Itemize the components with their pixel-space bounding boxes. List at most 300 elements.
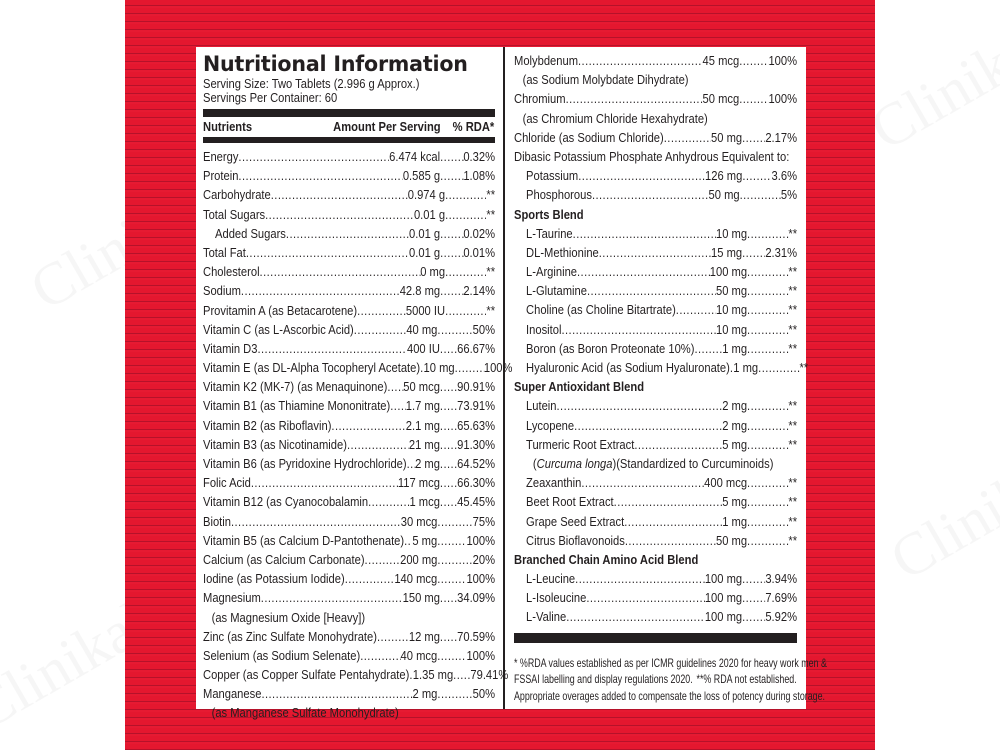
footnote-fssai: FSSAI labelling and display regulations 2020. [514,672,693,687]
nutrient-name: Sodium [203,283,241,299]
nutrient-amount: 0.585 g [402,168,441,184]
nutrient-name: L-Glutamine [526,283,587,299]
nutrient-source-note: (as Sodium Molybdate Dihydrate) [522,72,689,88]
nutrient-row [203,550,495,569]
dot-leader [440,281,463,300]
nutrient-amount: 0.01 g [409,244,441,260]
dot-leader [747,435,788,454]
nutrient-rda: ** [486,187,496,203]
nutrient-amount: 100 mg [709,264,748,280]
nutrient-row [514,339,797,358]
nutrient-amount: 2 mg [722,398,748,414]
nutrient-row [203,435,495,454]
dot-leader [455,358,484,377]
dot-leader [257,339,407,358]
nutrient-row [203,569,495,588]
nutrient-name: Folic Acid [203,475,251,491]
nutrient-amount: 400 IU [406,340,440,356]
nutrient-name: Iodine (as Potassium Iodide) [203,571,345,587]
nutrient-name: Grape Seed Extract [526,513,625,529]
mineral-list-right [514,51,797,147]
dot-leader [440,454,457,473]
nutrient-rda: 91.30% [457,436,496,452]
nutrient-row [514,435,797,454]
nutrient-row [203,339,495,358]
dot-leader [437,684,472,703]
dot-leader [740,185,781,204]
nutrient-row [203,684,495,703]
dot-leader [261,684,412,703]
nutrient-row [514,320,797,339]
nutrient-name: Phosphorous [526,187,592,203]
dot-leader [440,377,457,396]
dot-leader [437,320,472,339]
nutrient-name: Vitamin K2 (MK-7) (as Menaquinone) [203,379,388,395]
dot-leader [354,320,407,339]
dot-leader [260,262,421,281]
nutrient-row [514,416,797,435]
nutrient-amount: 100 mg [704,590,743,606]
nutrient-amount: 400 mcg [704,475,748,491]
dot-leader [747,473,788,492]
dibasic-heading: Dibasic Potassium Phosphate Anhydrous Equivalent to: [514,148,790,164]
dot-leader [331,416,405,435]
nutrient-rda: 45.45% [457,494,496,510]
nutrient-source-note: (as Chromium Chloride Hexahydrate) [522,110,708,126]
nutrient-name: Citrus Bioflavonoids [526,532,625,548]
dot-leader [407,454,415,473]
nutrient-rda: 66.67% [457,340,496,356]
nutrient-amount: 0.974 g [407,187,446,203]
dot-leader [557,396,723,415]
nutrient-amount: 10 mg [423,360,455,376]
footnotes [514,655,827,705]
nutrient-amount: 15 mg [711,244,743,260]
dot-leader [566,89,703,108]
nutrient-row [203,416,495,435]
watermark-clinikally [859,0,1000,164]
nutrient-source-note: (as Manganese Sulfate Monohydrate) [211,705,399,721]
dot-leader [437,550,472,569]
dot-leader [747,531,788,550]
dot-leader [440,147,463,166]
nutrient-name: Chromium [514,91,566,107]
dot-leader [747,281,788,300]
nutrient-name: Choline (as Choline Bitartrate) [526,302,676,318]
dot-leader [437,646,466,665]
nutrient-rda: 70.59% [457,628,496,644]
nutrient-amount: 42.8 mg [399,283,441,299]
nutrient-name: Carbohydrate [203,187,271,203]
blend-heading: Sports Blend [514,206,584,222]
dot-leader [440,473,457,492]
nutrient-rda: ** [799,360,809,375]
nutrient-amount: 45 mcg [702,53,740,68]
nutrient-rda: ** [788,513,798,529]
dot-leader [440,627,457,646]
dot-leader [561,320,716,339]
dot-leader [676,300,716,319]
nutrient-row [203,588,495,607]
nutrient-row [203,243,495,262]
nutrient-row [514,243,797,262]
nutrient-row [203,224,495,243]
dot-leader [445,301,486,320]
nutrient-row [203,185,495,204]
nutrient-list-left [203,147,513,723]
nutrient-rda: 50% [472,686,496,702]
dot-leader [747,492,788,511]
nutrient-amount: 150 mg [402,590,440,606]
nutrient-name: Added Sugars [215,225,286,241]
nutrient-row [514,128,797,147]
nutrient-row [203,396,495,415]
nutrient-row [514,531,797,550]
dot-leader [581,473,704,492]
nutrient-amount: 10 mg [715,225,748,241]
divider-bar [203,109,495,117]
nutrient-name: Beet Root Extract [526,494,614,510]
nutrient-amount: 1.35 mg [412,667,454,683]
dot-leader [578,166,705,185]
nutrient-name: Vitamin B5 (as Calcium D-Pantothenate) [203,532,405,548]
nutrient-rda: 34.09% [457,590,496,606]
nutrient-name: Hyaluronic Acid (as Sodium Hyaluronate) [526,360,730,375]
nutrient-rda: 0.02% [463,225,496,241]
dot-leader [377,627,409,646]
nutrient-row [203,147,495,166]
dot-leader [586,588,704,607]
nutrient-row [514,51,797,70]
nutrient-amount: 1 mg [722,340,748,356]
dot-leader [241,281,400,300]
dot-leader [440,435,457,454]
nutrient-amount: 50 mg [708,187,740,203]
nutrient-name: Turmeric Root Extract [526,436,635,452]
nutrient-rda: ** [788,302,798,318]
dot-leader [747,512,788,531]
dot-leader [747,416,788,435]
nutrient-amount: 12 mg [408,628,440,644]
nutrient-name: Zeaxanthin [526,475,582,491]
nutrient-amount: 140 mcg [394,571,438,587]
dot-leader [440,588,457,607]
dot-leader [739,51,768,70]
dot-leader [573,224,716,243]
dot-leader [664,128,711,147]
dot-leader [574,416,722,435]
nutrient-name: L-Valine [526,609,567,625]
dot-leader [453,665,470,684]
dot-leader [238,147,389,166]
nutrient-amount: 21 mg [408,436,440,452]
nutrient-rda: 100% [768,53,798,68]
dot-leader [566,607,705,626]
dot-leader [747,339,788,358]
column-headers [203,119,494,135]
nutrient-row [203,281,495,300]
nutrient-rda: 100% [466,647,496,663]
footnote-line-2 [514,671,797,688]
nutrient-name: Total Fat [203,244,246,260]
nutrient-row [203,646,495,665]
dot-leader [261,588,403,607]
nutrient-name: Vitamin C (as L-Ascorbic Acid) [203,321,354,337]
nutrient-name: Calcium (as Calcium Carbonate) [203,551,365,567]
nutrient-row [203,262,495,281]
nutrient-name: L-Taurine [526,225,573,241]
nutrient-rda: ** [788,475,798,491]
nutrient-row [203,512,495,531]
dot-leader [440,396,457,415]
dot-leader [365,550,401,569]
nutrient-rda: ** [788,225,798,241]
dot-leader [271,185,408,204]
nutrient-rda: 0.32% [463,149,496,164]
nutrition-panel-right [503,47,827,709]
nutrient-name: Lycopene [526,417,575,433]
nutrient-amount: 2 mg [412,686,438,702]
nutrient-row [203,473,495,492]
nutrient-amount: 100 mg [704,609,743,625]
nutrient-rda: 100% [768,91,798,107]
nutrient-name: Biotin [203,513,231,529]
nutrient-name: Zinc (as Zinc Sulfate Monohydrate) [203,628,377,644]
dot-leader [742,128,765,147]
nutrient-row [203,531,495,550]
dot-leader [440,224,463,243]
nutrient-rda: 90.91% [457,379,496,395]
dot-leader [390,396,405,415]
dot-leader [368,492,409,511]
column-header-rda: % RDA* [452,119,495,134]
nutrient-rda: 5.92% [765,609,798,625]
nutrient-rda: 100% [466,571,496,587]
footnote-rda-not-established: **% RDA not established. [696,672,797,687]
nutrient-name: Molybdenum [514,53,579,68]
nutrient-rda: ** [788,532,798,548]
nutrient-amount: 2 mg [722,417,748,433]
nutrient-row [514,492,797,511]
nutrient-rda: ** [486,302,496,318]
nutrient-name: Inositol [526,321,562,337]
nutrient-name: Vitamin D3 [203,340,258,356]
nutrient-rda: ** [788,283,798,299]
nutrition-panel-left [196,47,513,721]
nutrient-amount: 0.01 g [413,206,446,222]
dot-leader [251,473,398,492]
nutrient-row [203,492,495,511]
nutrition-label [196,47,827,721]
column-header-amount: Amount Per Serving [333,119,441,134]
nutrient-row [514,396,797,415]
dot-leader [625,531,716,550]
dot-leader [634,435,722,454]
nutrient-rda: 2.14% [463,283,496,299]
dot-leader [286,224,409,243]
nutrient-rda: 7.69% [765,590,798,606]
nutrient-rda: 100% [466,532,496,548]
dot-leader [445,262,486,281]
dibasic-list [514,166,797,204]
nutrient-rda: 100% [483,360,513,376]
dot-leader [742,243,765,262]
nutrient-row [203,627,495,646]
nutrient-row [514,358,809,377]
nutrient-name: Vitamin B3 (as Nicotinamide) [203,436,347,452]
dot-leader [347,435,409,454]
nutrient-row [203,205,495,224]
dot-leader [742,569,765,588]
nutrient-rda: ** [788,398,798,414]
nutrient-row [514,588,797,607]
dot-leader [357,301,406,320]
nutrient-amount: 50 mg [711,129,743,145]
nutrient-rda: 3.6% [771,168,798,184]
nutrient-rda: 3.94% [765,571,798,587]
nutrient-amount: 2.1 mg [405,417,440,433]
dot-leader [445,205,486,224]
dot-leader [360,646,400,665]
nutrient-amount: 126 mg [705,168,743,184]
nutrient-name: Provitamin A (as Betacarotene) [203,302,358,318]
dot-leader [758,358,799,377]
dot-leader [587,281,716,300]
nutrient-name: Magnesium [203,590,261,606]
dot-leader [747,262,788,281]
dot-leader [440,492,457,511]
nutrient-amount: 0 mg [420,264,446,280]
dot-leader [614,492,723,511]
nutrient-rda: ** [486,264,496,280]
dot-leader [440,339,457,358]
serving-size: Serving Size: Two Tablets (2.996 g Approx.) [203,76,420,91]
dot-leader [747,300,788,319]
nutrient-amount: 50 mg [715,532,748,548]
nutrient-amount: 1 mg [722,513,748,529]
nutrient-amount: 10 mg [715,321,748,337]
nutrient-amount: 50 mcg [403,379,440,395]
nutrient-name: Total Sugars [203,206,266,222]
nutrient-name: Lutein [526,398,557,414]
blend-heading: Super Antioxidant Blend [514,379,645,395]
nutrient-rda: ** [486,206,496,222]
dot-leader [231,512,401,531]
nutrient-row [203,454,495,473]
nutrient-row [514,224,797,243]
nutrient-row [514,512,797,531]
dot-leader [404,531,412,550]
footnote-line-3: Appropriate overages added to compensate the loss of potency during storage. [514,688,826,703]
nutrient-row [514,569,797,588]
dot-leader [747,320,788,339]
dot-leader [739,89,768,108]
divider-bar [514,633,797,643]
servings-per-container: Servings Per Container: 60 [203,90,338,105]
dot-leader [742,588,765,607]
nutrient-name: Energy [203,149,239,164]
dot-leader [747,224,788,243]
nutrient-amount: 5 mg [412,532,438,548]
nutrient-row [203,301,495,320]
nutrient-rda: ** [788,417,798,433]
nutrient-rda: 66.30% [457,475,496,491]
nutrient-rda: 20% [472,551,496,567]
nutrient-amount: 5000 IU [405,302,446,318]
nutrient-rda: ** [788,340,798,356]
dot-leader [440,166,463,185]
dot-leader [624,512,722,531]
dot-leader [437,512,472,531]
dot-leader [577,262,710,281]
nutrient-amount: 117 mcg [397,475,440,491]
nutrient-rda: ** [788,494,798,510]
nutrient-rda: 2.31% [765,244,798,260]
nutrient-rda: 79.41% [470,667,509,683]
nutrient-rda: 64.52% [457,456,496,471]
dot-leader [265,205,414,224]
divider-bar [203,137,495,143]
footnote-line-1: * %RDA values established as per ICMR guidelines 2020 for heavy work men & [514,655,827,670]
nutrient-rda: 50% [472,321,496,337]
nutrient-name: Vitamin B12 (as Cyanocobalamin [203,494,369,510]
dot-leader [575,569,705,588]
dot-leader [440,243,463,262]
blend-sections [514,205,809,627]
nutrient-row [203,665,509,684]
nutrient-name: Protein [203,168,239,184]
dot-leader [742,607,765,626]
nutrient-name: Selenium (as Sodium Selenate) [203,647,361,663]
nutrient-amount: 2 mg [415,456,440,471]
nutrient-name: Vitamin E (as DL-Alpha Tocopheryl Acetate) [203,360,421,376]
nutrient-name: Copper (as Copper Sulfate Pentahydrate) [203,667,410,683]
nutrient-rda: 5% [780,187,798,203]
nutrient-row [514,473,797,492]
dot-leader [387,377,403,396]
nutrient-name: DL-Methionine [526,244,599,260]
nutrient-amount: 0.01 g [409,225,441,241]
dot-leader [437,531,466,550]
nutrient-row [514,185,797,204]
nutrient-amount: 5 mg [722,436,748,452]
label-title: Nutritional Information [203,52,468,76]
nutrient-amount: 40 mcg [400,647,438,663]
dot-leader [599,243,711,262]
dot-leader [345,569,395,588]
nutrient-row [514,262,797,281]
blend-heading: Branched Chain Amino Acid Blend [514,551,699,567]
dot-leader [742,166,771,185]
nutrient-row [514,89,797,108]
nutrient-amount: 1.7 mg [405,398,440,414]
nutrient-amount: 50 mg [715,283,748,299]
nutrient-row [514,166,797,185]
nutrient-name: Vitamin B2 (as Riboflavin) [203,417,332,433]
nutrient-amount: 40 mg [406,321,438,337]
nutrient-rda: 75% [472,513,496,529]
nutrient-row [203,320,495,339]
column-header-nutrients: Nutrients [203,119,253,134]
nutrient-row [203,358,513,377]
nutrient-name: L-Arginine [526,264,578,280]
nutrient-rda: ** [788,436,798,452]
nutrient-rda: 73.91% [457,398,496,414]
dot-leader [694,339,722,358]
nutrient-rda: ** [788,264,798,280]
nutrient-name: Manganese [203,686,262,702]
nutrient-name: Boron (as Boron Proteonate 10%) [526,340,695,356]
